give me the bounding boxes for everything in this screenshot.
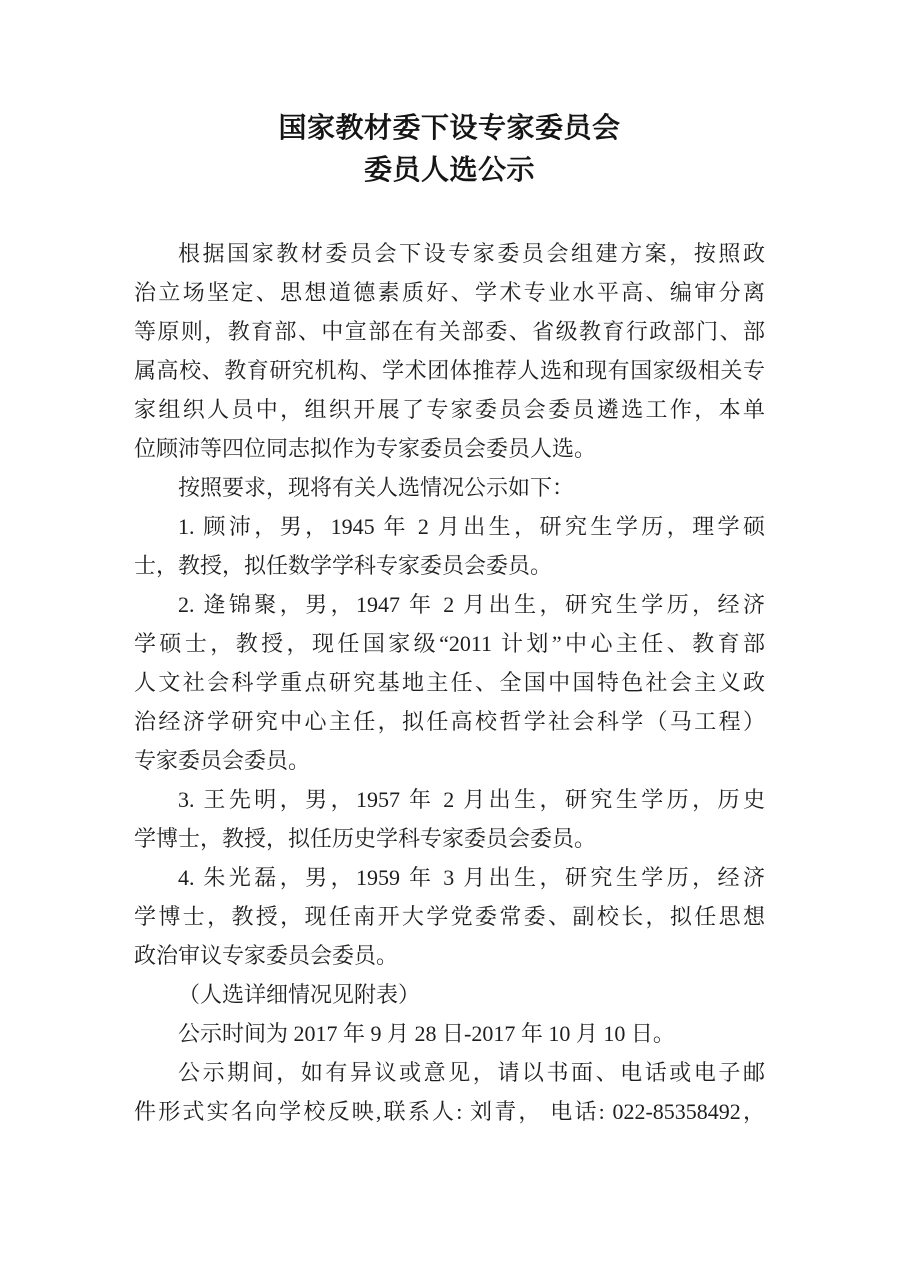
text-line: 治立场坚定、思想道德素质好、学术专业水平高、编审分离 <box>134 280 765 305</box>
text-line: 学博士，教授，现任南开大学党委常委、副校长，拟任思想 <box>134 904 765 929</box>
text-line: 1. 顾沛，男，1945 年 2 月出生，研究生学历，理学硕 <box>178 514 765 539</box>
text-line: 专家委员会委员。 <box>134 748 311 773</box>
text-line: 按照要求，现将有关人选情况公示如下： <box>178 475 575 500</box>
title-line-1: 国家教材委下设专家委员会 <box>278 113 621 144</box>
text-line: 学硕士，教授，现任国家级“2011 计划”中心主任、教育部 <box>134 631 765 656</box>
text-line: 4. 朱光磊，男，1959 年 3 月出生，研究生学历，经济 <box>178 865 765 890</box>
text-line: 人文社会科学重点研究基地主任、全国中国特色社会主义政 <box>134 670 765 695</box>
document-body <box>134 234 765 1131</box>
text-line: 属高校、教育研究机构、学术团体推荐人选和现有国家级相关专 <box>134 358 765 383</box>
text-line: 治经济学研究中心主任，拟任高校哲学社会科学（马工程） <box>134 709 765 734</box>
text-line: 2. 逄锦聚，男，1947 年 2 月出生，研究生学历，经济 <box>178 592 765 617</box>
text-line: 政治审议专家委员会委员。 <box>134 943 399 968</box>
text-line: （人选详细情况见附表） <box>178 982 421 1007</box>
title-line-2: 委员人选公示 <box>363 155 535 186</box>
text-line: 学博士，教授，拟任历史学科专家委员会委员。 <box>134 826 597 851</box>
document-title <box>134 108 765 192</box>
text-line: 件形式实名向学校反映,联系人: 刘青， 电话: 022-85358492， <box>134 1099 765 1124</box>
text-line: 位顾沛等四位同志拟作为专家委员会委员人选。 <box>134 436 597 461</box>
text-line: 3. 王先明，男，1957 年 2 月出生，研究生学历，历史 <box>178 787 765 812</box>
text-line: 公示时间为 2017 年 9 月 28 日-2017 年 10 月 10 日。 <box>178 1021 675 1046</box>
text-line: 公示期间，如有异议或意见，请以书面、电话或电子邮 <box>178 1060 765 1085</box>
text-line: 家组织人员中，组织开展了专家委员会委员遴选工作，本单 <box>134 397 765 422</box>
text-line: 等原则，教育部、中宣部在有关部委、省级教育行政部门、部 <box>134 319 765 344</box>
document-content <box>134 108 765 1131</box>
text-line: 士，教授，拟任数学学科专家委员会委员。 <box>134 553 553 578</box>
text-line: 根据国家教材委员会下设专家委员会组建方案，按照政 <box>178 241 765 266</box>
